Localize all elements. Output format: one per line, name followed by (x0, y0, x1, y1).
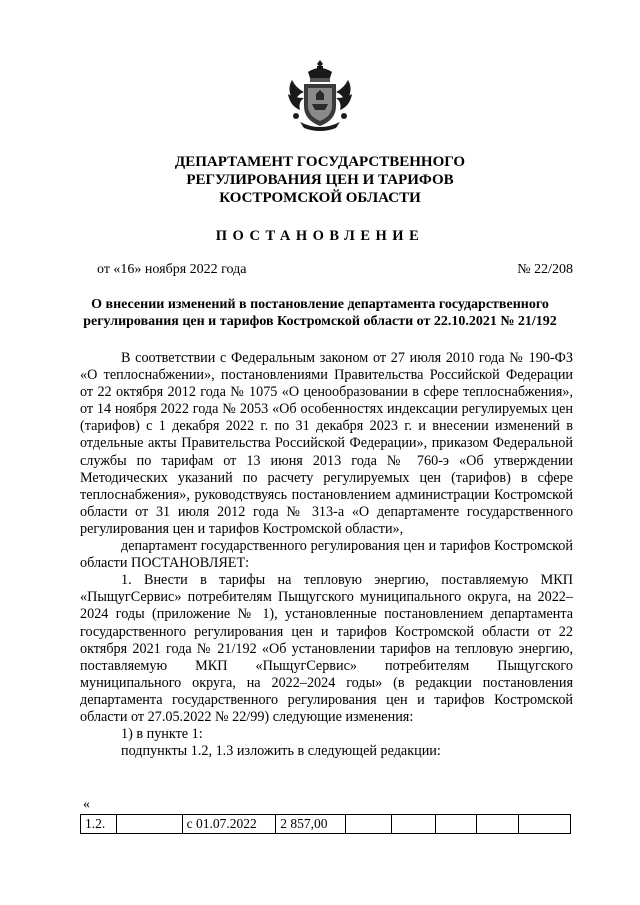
body-paragraph: подпункты 1.2, 1.3 изложить в следующей редакции: (121, 743, 441, 760)
tariff-table-row (80, 814, 571, 834)
table-cell: с 01.07.2022 (183, 815, 277, 833)
table-cell: 1.2. (81, 815, 117, 833)
department-line: КОСТРОМСКОЙ ОБЛАСТИ (219, 190, 421, 206)
table-cell (392, 815, 436, 833)
table-cell: 2 857,00 (276, 815, 346, 833)
table-cell (477, 815, 519, 833)
body-paragraph: департамент государственного регулирования цен и тарифов Костромской области ПОСТАНОВЛЯЕТ: (80, 538, 573, 572)
opening-quote: « (83, 797, 90, 812)
coat-of-arms-emblem (286, 58, 354, 134)
table-cell (519, 815, 570, 833)
decree-title: ПОСТАНОВЛЕНИЕ (215, 228, 425, 244)
table-cell (346, 815, 392, 833)
body-paragraph: 1. Внести в тарифы на тепловую энергию, поставляемую МКП «ПыщугСервис» потребителям Пыщугского муниципального округа, на 2022–2024 годы (приложение № 1), установленные постановлением департамента государственного регулирования цен и тарифов Костромской области от 22 октября 2021 года № 21/192 «Об установлении тарифов на тепловую энергию, поставляемую МКП «ПыщугСервис» потребителям Пыщугского муниципального округа, на 2022–2024 годы» (в редакции постановления департамента государственного регулирования цен и тарифов Костромской области от 27.05.2022 № 22/99) следующие изменения: (80, 572, 573, 725)
decree-date: от «16» ноября 2022 года (97, 262, 247, 277)
table-cell (436, 815, 478, 833)
body-paragraph: В соответствии с Федеральным законом от 27 июля 2010 года № 190-ФЗ «О теплоснабжении», постановлениями Правительства Российской Федерации от 22 октября 2012 года № 1075 «О ценообразовании в сфере теплоснабжения», от 14 ноября 2022 года № 2053 «Об особенностях индексации регулируемых цен (тарифов) с 1 декабря 2022 г. по 31 декабря 2023 г. и внесении изменений в отдельные акты Правительства Российской Федерации», приказом Федеральной службы по тарифам от 13 июня 2013 года № 760-э «Об утверждении Методических указаний по расчету регулируемых цен (тарифов) в сфере теплоснабжения», руководствуясь постановлением администрации Костромской области от 31 июля 2012 года № 313-а «О департаменте государственного регулирования цен и тарифов Костромской области», (80, 350, 573, 537)
department-line: РЕГУЛИРОВАНИЯ ЦЕН И ТАРИФОВ (186, 172, 454, 188)
body-paragraph: 1) в пункте 1: (121, 726, 203, 743)
decree-subject: О внесении изменений в постановление департамента государственного регулирования цен и тарифов Костромской области от 22.10.2021 № 21/192 (83, 297, 557, 329)
department-line: ДЕПАРТАМЕНТ ГОСУДАРСТВЕННОГО (174, 154, 466, 170)
decree-number: № 22/208 (517, 262, 573, 277)
table-cell (117, 815, 183, 833)
decree-body (80, 350, 573, 760)
department-name (0, 153, 640, 207)
